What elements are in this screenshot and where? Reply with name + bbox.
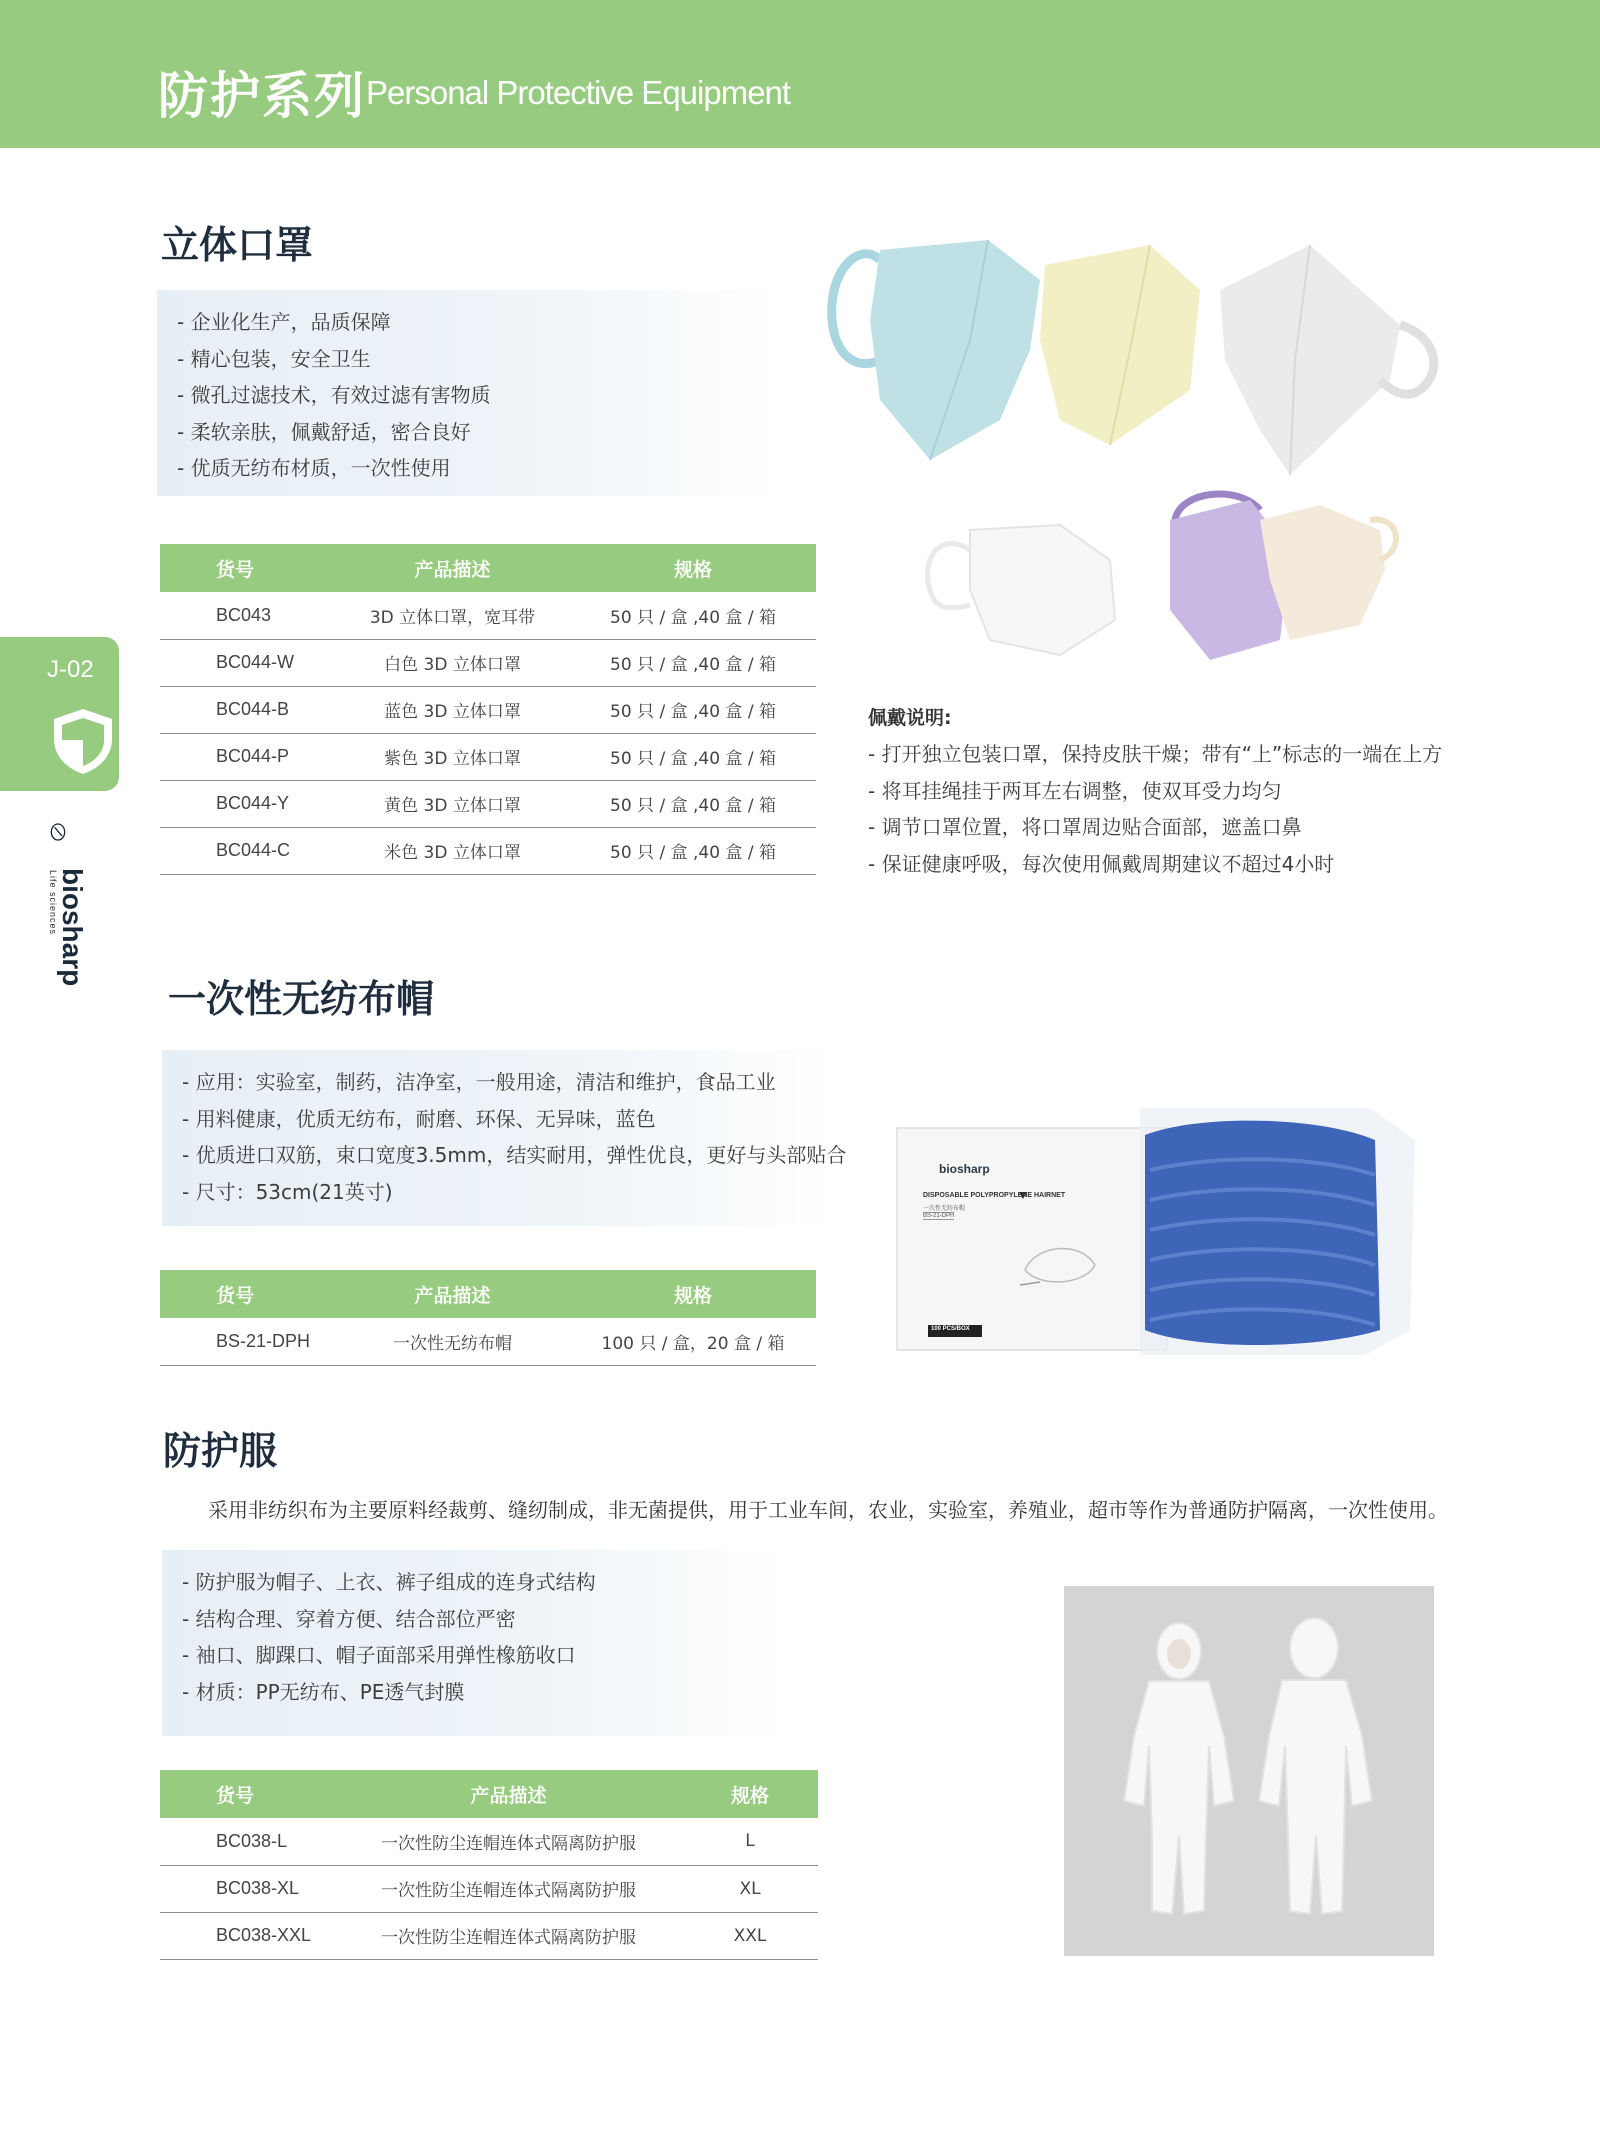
table-header: 规格 bbox=[570, 1270, 816, 1318]
list-item: - 打开独立包装口罩，保持皮肤干燥；带有“上”标志的一端在上方 bbox=[868, 742, 1443, 766]
list-item: - 优质进口双筋，束口宽度3.5mm，结实耐用，弹性优良，更好与头部贴合 bbox=[182, 1143, 847, 1167]
list-item: - 精心包装，安全卫生 bbox=[177, 346, 371, 371]
table-cell: 一次性防尘连帽连体式隔离防护服 bbox=[335, 1865, 682, 1912]
table-cell: 米色 3D 立体口罩 bbox=[335, 827, 570, 874]
table-cell: L bbox=[682, 1818, 818, 1865]
suits-feature-list bbox=[162, 1550, 782, 1736]
list-item: - 将耳挂绳挂于两耳左右调整，使双耳受力均匀 bbox=[868, 778, 1282, 803]
list-item: - 尺寸：53cm(21英寸) bbox=[182, 1179, 393, 1204]
list-item: - 柔软亲肤，佩戴舒适，密合良好 bbox=[177, 419, 471, 444]
table-cell: 100 只 / 盒，20 盒 / 箱 bbox=[570, 1318, 816, 1365]
list-item: - 保证健康呼吸，每次使用佩戴周期建议不超过4小时 bbox=[868, 851, 1335, 876]
table-cell: 50 只 / 盒 ,40 盒 / 箱 bbox=[570, 780, 816, 827]
wear-title: 佩戴说明: bbox=[868, 707, 952, 729]
shield-icon bbox=[44, 705, 122, 777]
table-cell: 白色 3D 立体口罩 bbox=[335, 639, 570, 686]
suits-section-title: 防护服 bbox=[163, 1429, 278, 1473]
table-cell: BC044-W bbox=[160, 639, 335, 686]
table-cell: BC043 bbox=[160, 592, 335, 639]
table-header-row bbox=[160, 1270, 816, 1318]
table-cell: BC044-Y bbox=[160, 780, 335, 827]
table-row bbox=[160, 1912, 818, 1959]
list-item: - 企业化生产，品质保障 bbox=[177, 310, 391, 334]
protective-suit-image bbox=[1064, 1586, 1434, 1956]
list-item: - 袖口、脚踝口、帽子面部采用弹性橡筋收口 bbox=[182, 1643, 576, 1667]
table-row bbox=[160, 1318, 816, 1365]
masks-product-image bbox=[820, 230, 1450, 660]
list-item: - 材质：PP无纺布、PE透气封膜 bbox=[182, 1679, 465, 1704]
table-cell: 50 只 / 盒 ,40 盒 / 箱 bbox=[570, 639, 816, 686]
box-product-name-zh: 一次性无纺布帽 bbox=[923, 1205, 966, 1212]
table-row bbox=[160, 639, 816, 686]
table-header-row bbox=[160, 1770, 818, 1818]
list-item: - 调节口罩位置，将口罩周边贴合面部，遮盖口鼻 bbox=[868, 815, 1302, 839]
box-code: BS-21-DPH bbox=[923, 1213, 955, 1219]
page-code: J-02 bbox=[47, 656, 94, 683]
page-title-zh: 防护系列 bbox=[158, 67, 366, 125]
masks-table bbox=[160, 544, 816, 875]
table-cell: BC044-P bbox=[160, 733, 335, 780]
table-cell: 3D 立体口罩，宽耳带 bbox=[335, 592, 570, 639]
table-header: 货号 bbox=[160, 1270, 335, 1318]
masks-section-title: 立体口罩 bbox=[161, 223, 314, 267]
list-item: - 防护服为帽子、上衣、裤子组成的连身式结构 bbox=[182, 1570, 596, 1594]
brand-subtitle: Life sciences bbox=[48, 870, 58, 936]
table-cell: 黄色 3D 立体口罩 bbox=[335, 780, 570, 827]
suits-table bbox=[160, 1770, 818, 1960]
table-cell: 紫色 3D 立体口罩 bbox=[335, 733, 570, 780]
box-count: 100 PCS/BOX bbox=[931, 1326, 970, 1332]
table-header: 规格 bbox=[570, 544, 816, 592]
page-title-en: Personal Protective Equipment bbox=[366, 74, 791, 111]
caps-feature-list bbox=[162, 1050, 847, 1226]
table-cell: 一次性防尘连帽连体式隔离防护服 bbox=[335, 1912, 682, 1959]
list-item: - 微孔过滤技术，有效过滤有害物质 bbox=[177, 383, 491, 407]
list-item: - 优质无纺布材质，一次性使用 bbox=[177, 456, 451, 480]
table-header: 货号 bbox=[160, 1770, 335, 1818]
table-cell: BC038-L bbox=[160, 1818, 335, 1865]
table-cell: 50 只 / 盒 ,40 盒 / 箱 bbox=[570, 686, 816, 733]
table-row bbox=[160, 827, 816, 874]
caps-table bbox=[160, 1270, 816, 1366]
list-item: - 用料健康，优质无纺布，耐磨、环保、无异味，蓝色 bbox=[182, 1106, 656, 1131]
caps-section-title: 一次性无纺布帽 bbox=[168, 977, 435, 1021]
table-cell: 50 只 / 盒 ,40 盒 / 箱 bbox=[570, 827, 816, 874]
table-row bbox=[160, 780, 816, 827]
brand-name: biosharp bbox=[57, 868, 88, 987]
table-cell: XXL bbox=[682, 1912, 818, 1959]
table-row bbox=[160, 1818, 818, 1865]
table-cell: 一次性防尘连帽连体式隔离防护服 bbox=[335, 1818, 682, 1865]
table-cell: 50 只 / 盒 ,40 盒 / 箱 bbox=[570, 733, 816, 780]
list-item: - 应用：实验室，制药，洁净室，一般用途，清洁和维护，食品工业 bbox=[182, 1070, 776, 1094]
masks-feature-list bbox=[157, 290, 777, 496]
table-cell: 一次性无纺布帽 bbox=[335, 1318, 570, 1365]
box-brand: biosharp bbox=[939, 1162, 990, 1176]
table-header-row bbox=[160, 544, 816, 592]
table-cell: BC038-XXL bbox=[160, 1912, 335, 1959]
box-product-name: DISPOSABLE POLYPROPYLENE HAIRNET bbox=[923, 1192, 1066, 1199]
table-row bbox=[160, 686, 816, 733]
table-cell: XL bbox=[682, 1865, 818, 1912]
table-header: 规格 bbox=[682, 1770, 818, 1818]
header-banner bbox=[0, 0, 1600, 148]
table-header: 产品描述 bbox=[335, 1270, 570, 1318]
table-cell: 50 只 / 盒 ,40 盒 / 箱 bbox=[570, 592, 816, 639]
table-cell: BS-21-DPH bbox=[160, 1318, 335, 1365]
suits-intro: 采用非纺织布为主要原料经裁剪、缝纫制成，非无菌提供，用于工业车间，农业，实验室，养殖业，超市等作为普通防护隔离，一次性使用。 bbox=[208, 1498, 1448, 1522]
hairnet-pack-icon bbox=[895, 1100, 1415, 1360]
table-cell: BC044-B bbox=[160, 686, 335, 733]
table-header: 货号 bbox=[160, 544, 335, 592]
table-row bbox=[160, 733, 816, 780]
table-cell: BC038-XL bbox=[160, 1865, 335, 1912]
table-row bbox=[160, 592, 816, 639]
table-row bbox=[160, 1865, 818, 1912]
table-header: 产品描述 bbox=[335, 1770, 682, 1818]
caps-product-image bbox=[895, 1100, 1415, 1360]
list-item: - 结构合理、穿着方便、结合部位严密 bbox=[182, 1606, 516, 1631]
table-cell: 蓝色 3D 立体口罩 bbox=[335, 686, 570, 733]
wear-instructions bbox=[868, 700, 1442, 882]
table-header: 产品描述 bbox=[335, 544, 570, 592]
table-cell: BC044-C bbox=[160, 827, 335, 874]
